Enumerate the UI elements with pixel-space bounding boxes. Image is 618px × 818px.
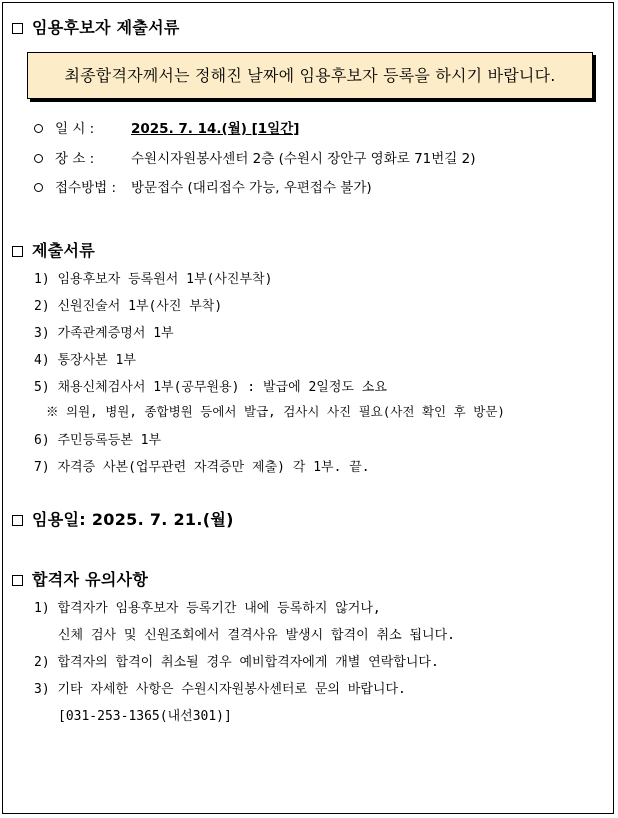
- notice-box: 최종합격자께서는 정해진 날짜에 임용후보자 등록을 하시기 바랍니다.: [27, 52, 593, 99]
- info-value: 수원시자원봉사센터 2층 (수원시 장안구 영화로 71번길 2): [131, 151, 476, 167]
- list-item-note: ※ 의원, 병원, 종합병원 등에서 발급, 검사시 사진 필요(사전 확인 후 방문): [46, 404, 505, 419]
- contact-phone: [031-253-1365(내선301)]: [58, 709, 232, 724]
- list-item: 2) 신원진술서 1부(사진 부착): [34, 299, 223, 314]
- list-item: 3) 기타 자세한 사항은 수원시자원봉사센터로 문의 바랍니다.: [34, 682, 406, 697]
- checkbox-square-icon: [12, 575, 23, 586]
- section-heading-submission: [12, 238, 95, 261]
- section-title: 제출서류: [32, 241, 96, 260]
- checkbox-square-icon: [12, 246, 23, 257]
- list-item: 4) 통장사본 1부: [34, 353, 136, 368]
- list-item: 1) 임용후보자 등록원서 1부(사진부착): [34, 272, 273, 287]
- circle-bullet-icon: [34, 183, 43, 192]
- list-item-continuation: 신체 검사 및 신원조회에서 결격사유 발생시 합격이 취소 됩니다.: [58, 628, 455, 643]
- checkbox-square-icon: [12, 23, 23, 34]
- checkbox-square-icon: [12, 515, 23, 526]
- section-heading-notes: [12, 567, 148, 590]
- section-title: 임용일: 2025. 7. 21.(월): [32, 510, 234, 529]
- section-title: 임용후보자 제출서류: [32, 18, 180, 37]
- info-value: 방문접수 (대리접수 가능, 우편접수 불가): [131, 180, 372, 196]
- list-item: 6) 주민등록등본 1부: [34, 433, 162, 448]
- list-item: 3) 가족관계증명서 1부: [34, 326, 174, 341]
- section-title: 합격자 유의사항: [32, 570, 149, 589]
- info-row-place: [34, 147, 476, 167]
- info-label: 일 시 :: [55, 121, 95, 137]
- info-row-date: [34, 117, 299, 137]
- list-item: 1) 합격자가 임용후보자 등록기간 내에 등록하지 않거나,: [34, 601, 381, 616]
- info-label: 접수방법 :: [55, 180, 117, 196]
- list-item: 7) 자격증 사본(업무관련 자격증만 제출) 각 1부. 끝.: [34, 460, 370, 475]
- list-item: 5) 채용신체검사서 1부(공무원용) : 발급에 2일정도 소요: [34, 380, 387, 395]
- info-label: 장 소 :: [55, 151, 95, 167]
- circle-bullet-icon: [34, 124, 43, 133]
- info-value: 2025. 7. 14.(월) [1일간]: [131, 121, 300, 137]
- circle-bullet-icon: [34, 154, 43, 163]
- info-row-method: [34, 176, 372, 196]
- list-item: 2) 합격자의 합격이 취소될 경우 예비합격자에게 개별 연락합니다.: [34, 655, 439, 670]
- section-heading-appointment-date: [12, 507, 234, 530]
- section-heading-documents: [12, 15, 180, 38]
